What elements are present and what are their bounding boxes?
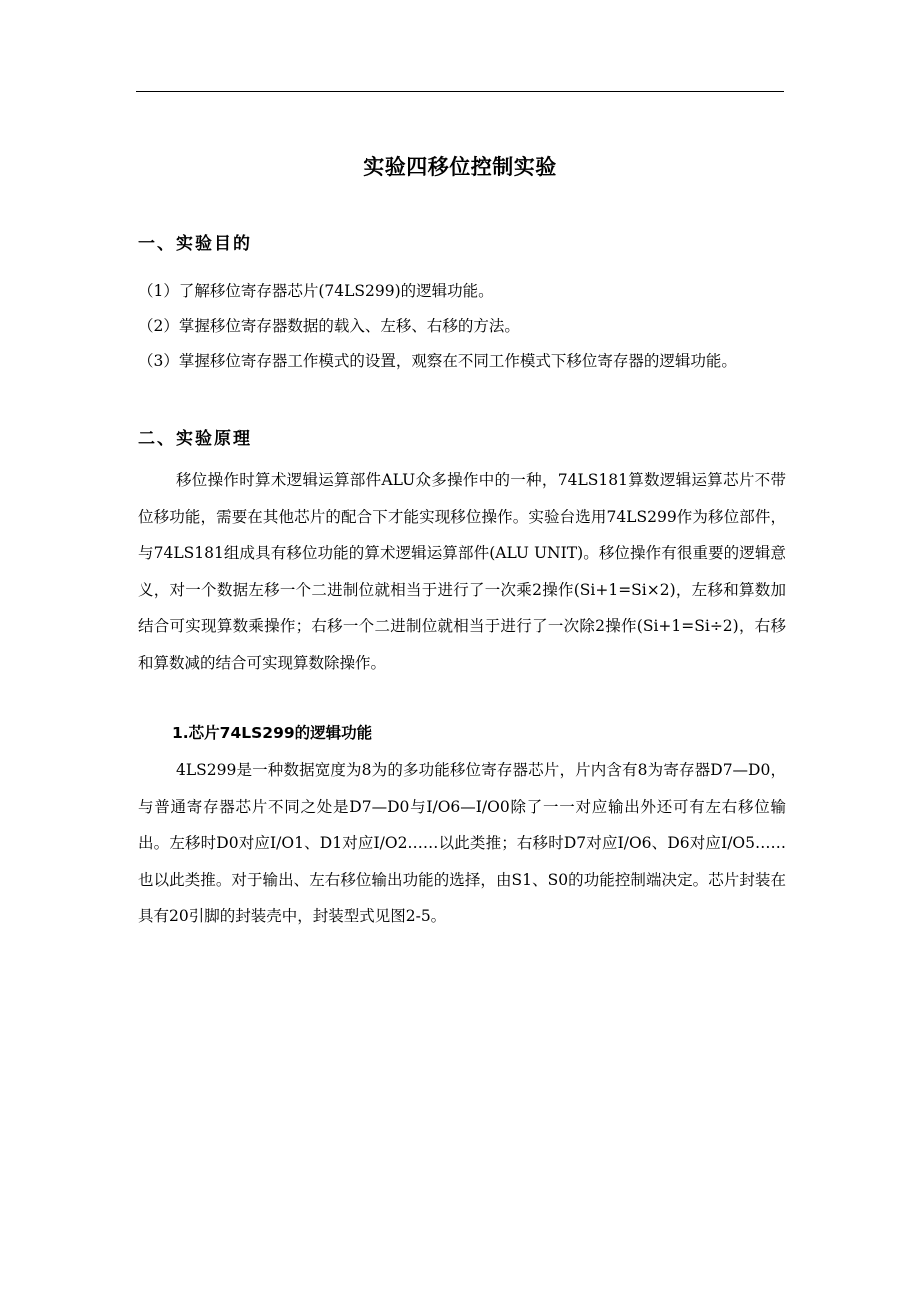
purpose-list bbox=[138, 274, 788, 379]
list-item: （3）掌握移位寄存器工作模式的设置，观察在不同工作模式下移位寄存器的逻辑功能。 bbox=[138, 352, 737, 370]
list-item: （1）了解移位寄存器芯片(74LS299)的逻辑功能。 bbox=[138, 282, 494, 300]
document-title: 实验四移位控制实验 bbox=[363, 155, 557, 179]
subsection-heading: 1.芯片74LS299的逻辑功能 bbox=[172, 724, 373, 742]
principle-paragraph: 移位操作时算术逻辑运算部件ALU众多操作中的一种，74LS181算数逻辑运算芯片不带位移功能，需要在其他芯片的配合下才能实现移位操作。实验台选用74LS299作为移位部件，与74LS181组成具有移位功能的算术逻辑运算部件(ALU UNIT)。移位操作有很重要的逻辑意义，对一个数据左移一个二进制位就相当于进行了一次乘2操作(Si+1=Si×2)，左移和算数加结合可实现算数乘操作；右移一个二进制位就相当于进行了一次除2操作(Si+1=Si÷2)，右移和算数减的结合可实现算数除操作。 bbox=[138, 471, 786, 672]
subsection-paragraph: 4LS299是一种数据宽度为8为的多功能移位寄存器芯片，片内含有8为寄存器D7—D0，与普通寄存器芯片不同之处是D7—D0与I/O6—I/O0除了一一对应输出外还可有左右移位输出。左移时D0对应I/O1、D1对应I/O2……以此类推；右移时D7对应I/O6、D6对应I/O5……也以此类推。对于输出、左右移位输出功能的选择，由S1、S0的功能控制端决定。芯片封装在具有20引脚的封装壳中，封装型式见图2-5。 bbox=[138, 761, 786, 925]
list-item: （2）掌握移位寄存器数据的载入、左移、右移的方法。 bbox=[138, 317, 520, 335]
header-rule bbox=[136, 91, 784, 92]
section-heading-purpose: 一、实验目的 bbox=[138, 234, 252, 254]
section-heading-principle: 二、实验原理 bbox=[138, 429, 252, 449]
